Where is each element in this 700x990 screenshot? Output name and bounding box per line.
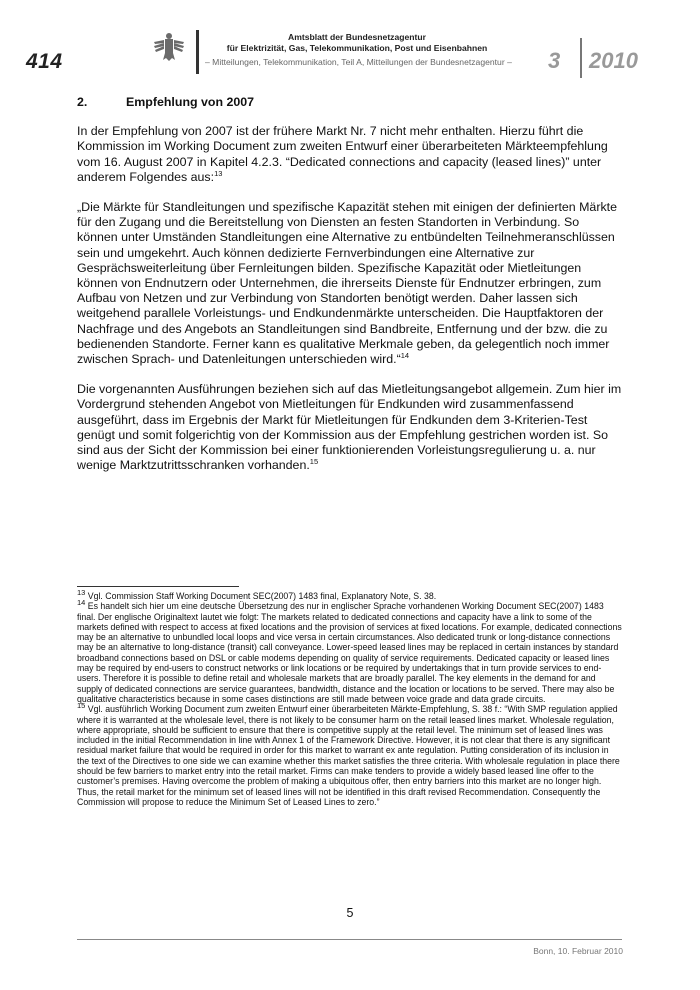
gazette-subtitle: – Mitteilungen, Telekommunikation, Teil A, Mitteilungen der Bundesnetzagentur – <box>205 57 512 67</box>
footer-place-date: Bonn, 10. Februar 2010 <box>533 946 623 956</box>
main-content <box>77 95 622 488</box>
footnote-15 <box>77 701 622 807</box>
footnote-ref-14[interactable]: 14 <box>400 350 410 360</box>
document-page-number: 5 <box>346 906 354 920</box>
footnote-number: 13 <box>77 588 86 598</box>
gazette-title-line2: für Elektrizität, Gas, Telekommunikation, Post und Eisenbahnen <box>226 43 488 53</box>
issue-number: 3 <box>548 48 561 73</box>
footnote-number: 15 <box>77 701 86 711</box>
footnote-number: 14 <box>77 598 86 608</box>
paragraph-1-text: In der Empfehlung von 2007 ist der frühere Markt Nr. 7 nicht mehr enthalten. Hierzu führt die Kommission im Working Document zum zweiten Entwurf einer überarbeiteten Märkteempfehlung vom 16. August 2007 in Kapitel 4.2.3. “Dedicated connections and capacity (leased lines)” unter anderem Folgendes aus: <box>77 124 608 184</box>
gazette-title-line1: Amtsblatt der Bundesnetzagentur <box>288 32 426 42</box>
paragraph-1 <box>77 124 622 185</box>
paragraph-2-quote <box>77 200 622 367</box>
footnote-text: Es handelt sich hier um eine deutsche Übersetzung des nur in englischer Sprache vorhandenen Working Document SEC(2007) 1483 final. Der englische Originaltext lautet wie folgt: The markets related to dedicated connections and capacity have a link to some of the markets defined with respect to access at fixed locations and the provision of services at fixed locations. For example, dedicated connections may be an alternative to unbundled local loops and vice versa in certain circumstances. Also dedicated trunk or long-distance connections may be an alternative to long-distance (transit) call conveyance. Lower-speed leased lines may be replaced in certain instances by standard broadband connections based on DSL or cable modems depending on quality of service requirements. Dedicated capacity or leased lines may be required by end-users to construct networks or link locations or be required by undertakings that in turn provide services to end-users. Therefore it is possible to define retail and wholesale markets that are broadly parallel. The key elements in the demand for and supply of dedicated connections are service guarantees, bandwidth, distance and the location or locations to be served. There may also be qualitative characteristics because in some cases distinctions are still made between voice grade and data grade circuits. <box>77 601 622 704</box>
footnote-ref-15[interactable]: 15 <box>309 457 319 467</box>
footnotes <box>77 588 622 807</box>
footnote-text: Vgl. Commission Staff Working Document SEC(2007) 1483 final, Explanatory Note, S. 38. <box>87 591 437 601</box>
federal-eagle-icon <box>152 30 186 64</box>
section-number: 2. <box>77 95 88 109</box>
footnote-separator <box>77 586 239 587</box>
footnote-ref-13[interactable]: 13 <box>214 168 223 178</box>
footnote-14 <box>77 598 622 704</box>
paragraph-3-text: Die vorgenannten Ausführungen beziehen sich auf das Mietleitungsangebot allgemein. Zum hier im Vordergrund stehenden Angebot von Mietleitungen für Endkunden wird zusammenfassend ausgeführt, dass im Ergebnis der Markt für Mietleitungen für Endkunden dem 3-Kriterien-Test genügt und somit folgerichtig von der Kommission aus der Empfehlung gestrichen worden ist. So sind aus der Sicht der Kommission bei einer funktionierenden Vorleistungsregulierung u. a. nur wenige Marktzutrittsschranken vorhanden. <box>77 382 622 473</box>
footer-rule <box>77 939 622 940</box>
paragraph-2-text: „Die Märkte für Standleitungen und spezifische Kapazität stehen mit einigen der definierten Märkte für den Zugang und die Bereitstellung von Diensten an festen Standorten in Verbindung. So können unter Umständen Standleitungen eine Alternative zu entbündelten Teilnehmeranschlüssen sein und umgekehrt. Auch können dedizierte Fernverbindungen eine Alternative zur Gesprächsweiterleitung über Fernleitungen bilden. Spezifische Kapazität oder Mietleitungen können von Endnutzern oder Unternehmen, die ihrerseits Dienste für Endnutzer erbringen, zum Aufbau von Netzen und zur Verbindung von Standorten benötigt werden. Daher lassen sich weitgehend parallele Vorleistungs- und Endkundenmärkte unterscheiden. Die Hauptfaktoren der Nachfrage und des Angebots an Standleitungen sind Bandbreite, Entfernung und der bzw. die zu bedienenden Standorte. Ferner kann es qualitative Merkmale geben, da gelegentlich noch immer zwischen Sprach- und Datenleitungen unterschieden wird.“ <box>77 200 617 367</box>
section-heading <box>77 95 622 110</box>
paragraph-3 <box>77 382 622 473</box>
section-title: Empfehlung von 2007 <box>126 95 255 109</box>
header-divider-right <box>580 38 582 78</box>
footnote-text: Vgl. ausführlich Working Document zum zweiten Entwurf einer überarbeiteten Märkte-Empfehlung, S. 38 f.: “With SMP regulation applied where it is warranted at the wholesale level, there is not likely to be consumer harm on the retail leased lines market. Wholesale regulation, where appropriate, should be sufficient to ensure that there is competitive supply at the retail level. The minimum set of leased lines was included in the initial Recommendation in line with Annex 1 of the Framework Directive. However, it is not clear that there is any significant residual market failure that would be required in order for this market to warrant ex ante regulation. Putting consideration of its inclusion in the text of the Directives to one side we can examine whether this market satisfies the three criteria. With wholesale regulation in place there should be few barriers to market entry into the retail market. Firms can make tenders to provide a widely based leased line offer to the customer’s premises. Having overcome the problem of making a ubiquitous offer, then entry barriers into this market are no longer high. Thus, the retail market for the minimum set of leased lines will not be identified in this draft revised Recommendation. Consequently the Commission will propose to reduce the Minimum Set of Leased Lines to zero.” <box>77 704 620 807</box>
page-number: 414 <box>26 50 63 73</box>
header-divider <box>196 30 199 74</box>
issue-year: 2010 <box>589 48 638 73</box>
footnote-13 <box>77 588 622 601</box>
